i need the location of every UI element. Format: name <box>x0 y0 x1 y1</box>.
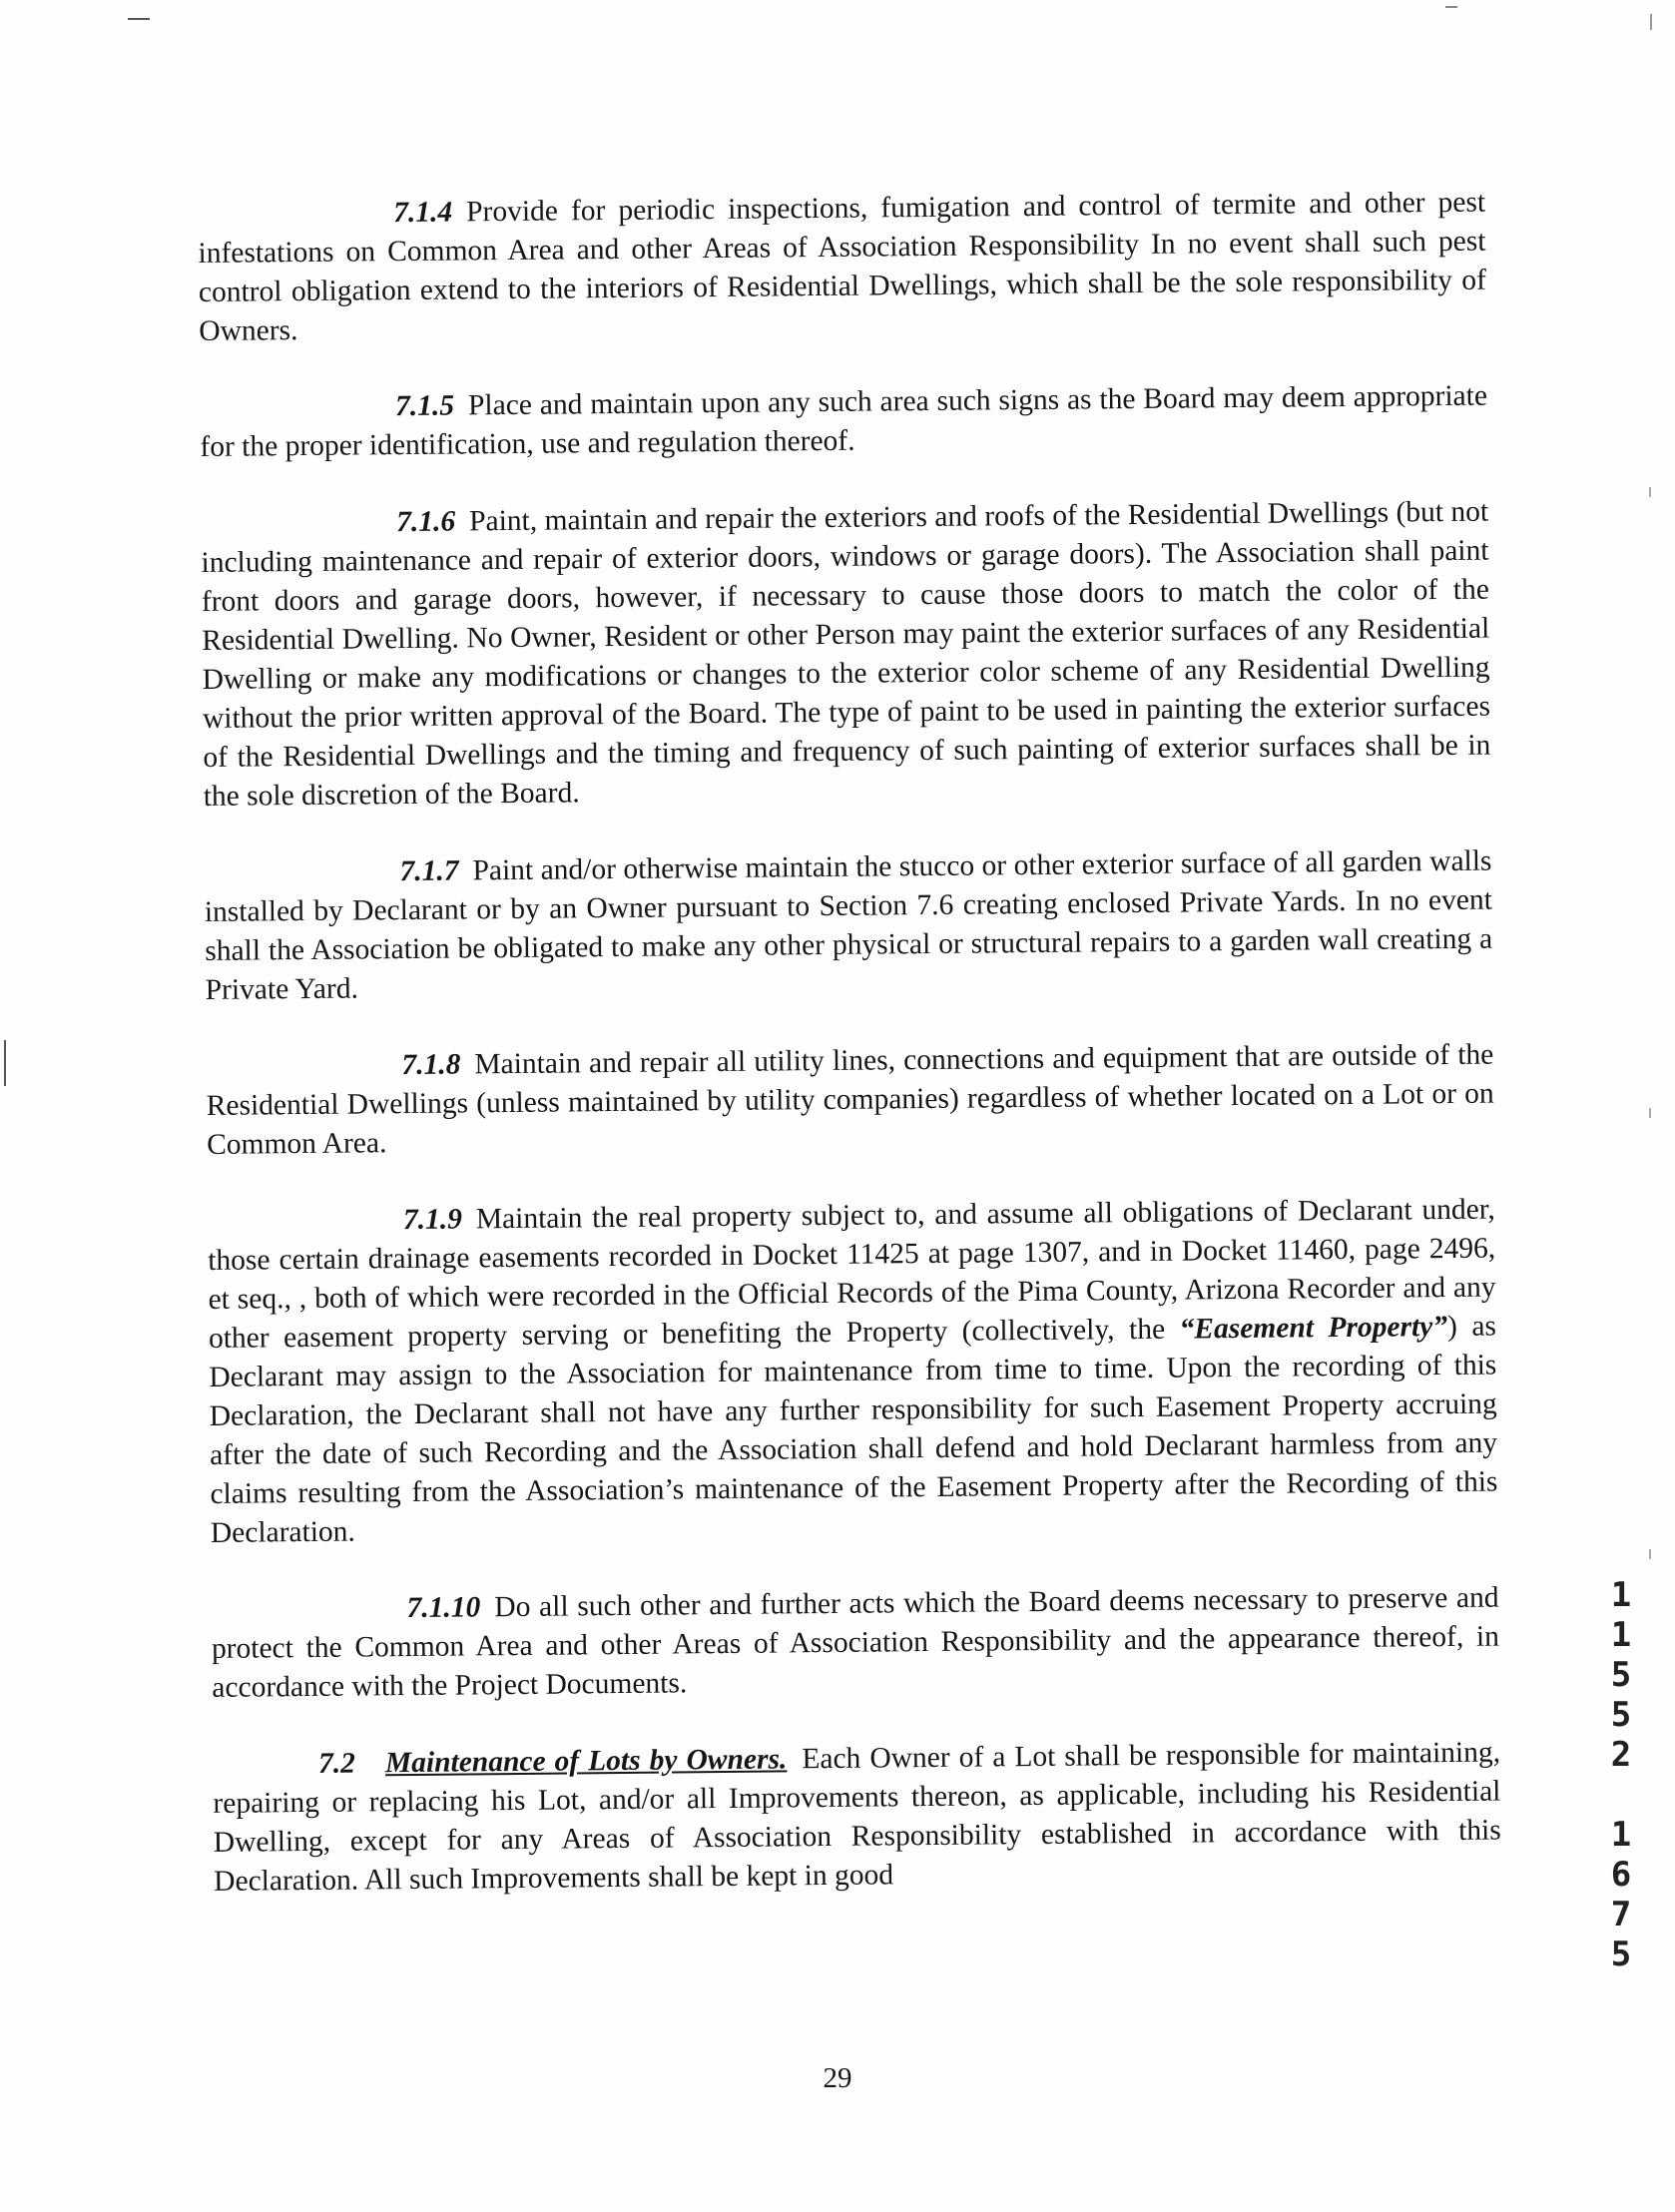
stamp-digit: 1 <box>1610 1815 1632 1855</box>
stamp-gap <box>1603 1775 1639 1815</box>
defined-term: “Easement Property” <box>1179 1311 1448 1346</box>
page-number: 29 <box>823 2062 852 2094</box>
stamp-digit: 1 <box>1610 1615 1632 1655</box>
paragraph-text: Maintain the real property subject to, and assume all obligations of Declarant under, those certain drainage easements recorded in Docket 11425 at page 1307, and in Docket 11460, page 2496, et seq., , both of which were recorded in the Official Records of the Pima County, Arizona Recorder and any other easement property serving or benefiting the Property (collectively, the <box>208 1193 1496 1355</box>
paragraph-text: Paint and/or otherwise maintain the stucco or other exterior surface of all garden walls installed by Declarant or by an Owner pursuant to Section 7.6 creating enclosed Private Yards. In no event shall the Association be obligated to make any other physical or structural repairs to a garden wall creating a Private Yard. <box>204 844 1493 1006</box>
paragraph-text: Maintain and repair all utility lines, connections and equipment that are outside of the Residential Dwellings (unless maintained by utility companies) regardless of whether located on a Lot or on Common Area. <box>206 1038 1494 1161</box>
recording-stamp <box>1603 1575 1639 1974</box>
stamp-digit: 5 <box>1610 1695 1632 1735</box>
stamp-digit: 2 <box>1610 1735 1632 1775</box>
scan-artifact-mark <box>1649 1549 1651 1559</box>
paragraph-text-continued: ) as Declarant may assign to the Association for maintenance from time to time. Upon the recording of this Declaration, the Declarant shall not have any further responsibility for such Easement Property accruing after the date of such Recording and the Association shall defend and hold Declarant harmless from any claims resulting from the Association’s maintenance of the Easement Property after the Recording of this Declaration. <box>209 1310 1498 1549</box>
section-number: 7.1.6 <box>395 505 456 539</box>
paragraph-text: Do all such other and further acts which the Board deems necessary to preserve and protect the Common Area and other Areas of Association Responsibility and the appearance thereof, in accordance with the Project Documents. <box>211 1581 1500 1704</box>
scan-artifact-mark <box>1649 1108 1651 1118</box>
paragraph-7-1-9 <box>208 1191 1498 1553</box>
paragraph-text: Provide for periodic inspections, fumigation and control of termite and other pest infestations on Common Area and other Areas of Association Responsibility In no event shall such pest control obligation extend to the interiors of Residential Dwellings, which shall be the sole responsibility of Owners. <box>198 186 1487 347</box>
paragraph-text: Each Owner of a Lot shall be responsible for maintaining, repairing or replacing his Lot, and/or all Improvements thereon, as applicable, including his Residential Dwelling, except for any Areas of Association Responsibility established in accordance with this Declaration. All such Improvements shall be kept in good <box>213 1736 1501 1898</box>
section-heading: Maintenance of Lots by Owners. <box>384 1743 788 1780</box>
section-number: 7.1.10 <box>406 1591 481 1625</box>
section-number: 7.1.5 <box>394 389 455 423</box>
section-number: 7.2 <box>317 1747 356 1780</box>
paragraph-text: Place and maintain upon any such area such signs as the Board may deem appropriate for the proper identification, use and regulation thereof. <box>200 379 1488 463</box>
paragraph-7-1-10 <box>211 1579 1499 1708</box>
scan-artifact-mark <box>1445 6 1457 8</box>
paragraph-7-2 <box>213 1734 1501 1902</box>
scan-artifact-mark <box>1650 14 1652 30</box>
paragraph-7-1-8 <box>206 1036 1494 1165</box>
scan-artifact-mark <box>128 18 150 20</box>
paragraph-7-1-6 <box>201 493 1491 817</box>
stamp-digit: 5 <box>1610 1655 1632 1695</box>
paragraph-7-1-7 <box>204 842 1492 1010</box>
paragraph-7-1-5 <box>200 377 1488 467</box>
scan-artifact-mark <box>1649 487 1651 497</box>
section-number: 7.1.4 <box>393 196 453 230</box>
paragraph-text: Paint, maintain and repair the exteriors and roofs of the Residential Dwellings (but not including maintenance and repair of exterior doors, windows or garage doors). The Association shall paint front doors and garage doors, however, if necessary to cause those doors to match the color of the Residential Dwelling. No Owner, Resident or other Person may paint the exterior surfaces of any Residential Dwelling or make any modifications or changes to the exterior color scheme of any Residential Dwelling without the prior written approval of the Board. The type of paint to be used in painting the exterior surfaces of the Residential Dwellings and the timing and frequency of such painting of exterior surfaces shall be in the sole discretion of the Board. <box>201 495 1491 813</box>
stamp-digit: 6 <box>1610 1855 1632 1895</box>
stamp-digit: 5 <box>1610 1935 1632 1974</box>
stamp-digit: 7 <box>1610 1895 1632 1935</box>
section-number: 7.1.7 <box>399 854 459 888</box>
paragraph-7-1-4 <box>198 184 1486 351</box>
document-body <box>198 184 1501 1902</box>
scan-artifact-mark <box>4 1040 6 1086</box>
section-number: 7.1.8 <box>401 1048 461 1082</box>
stamp-digit: 1 <box>1610 1575 1632 1615</box>
section-number: 7.1.9 <box>402 1203 463 1237</box>
